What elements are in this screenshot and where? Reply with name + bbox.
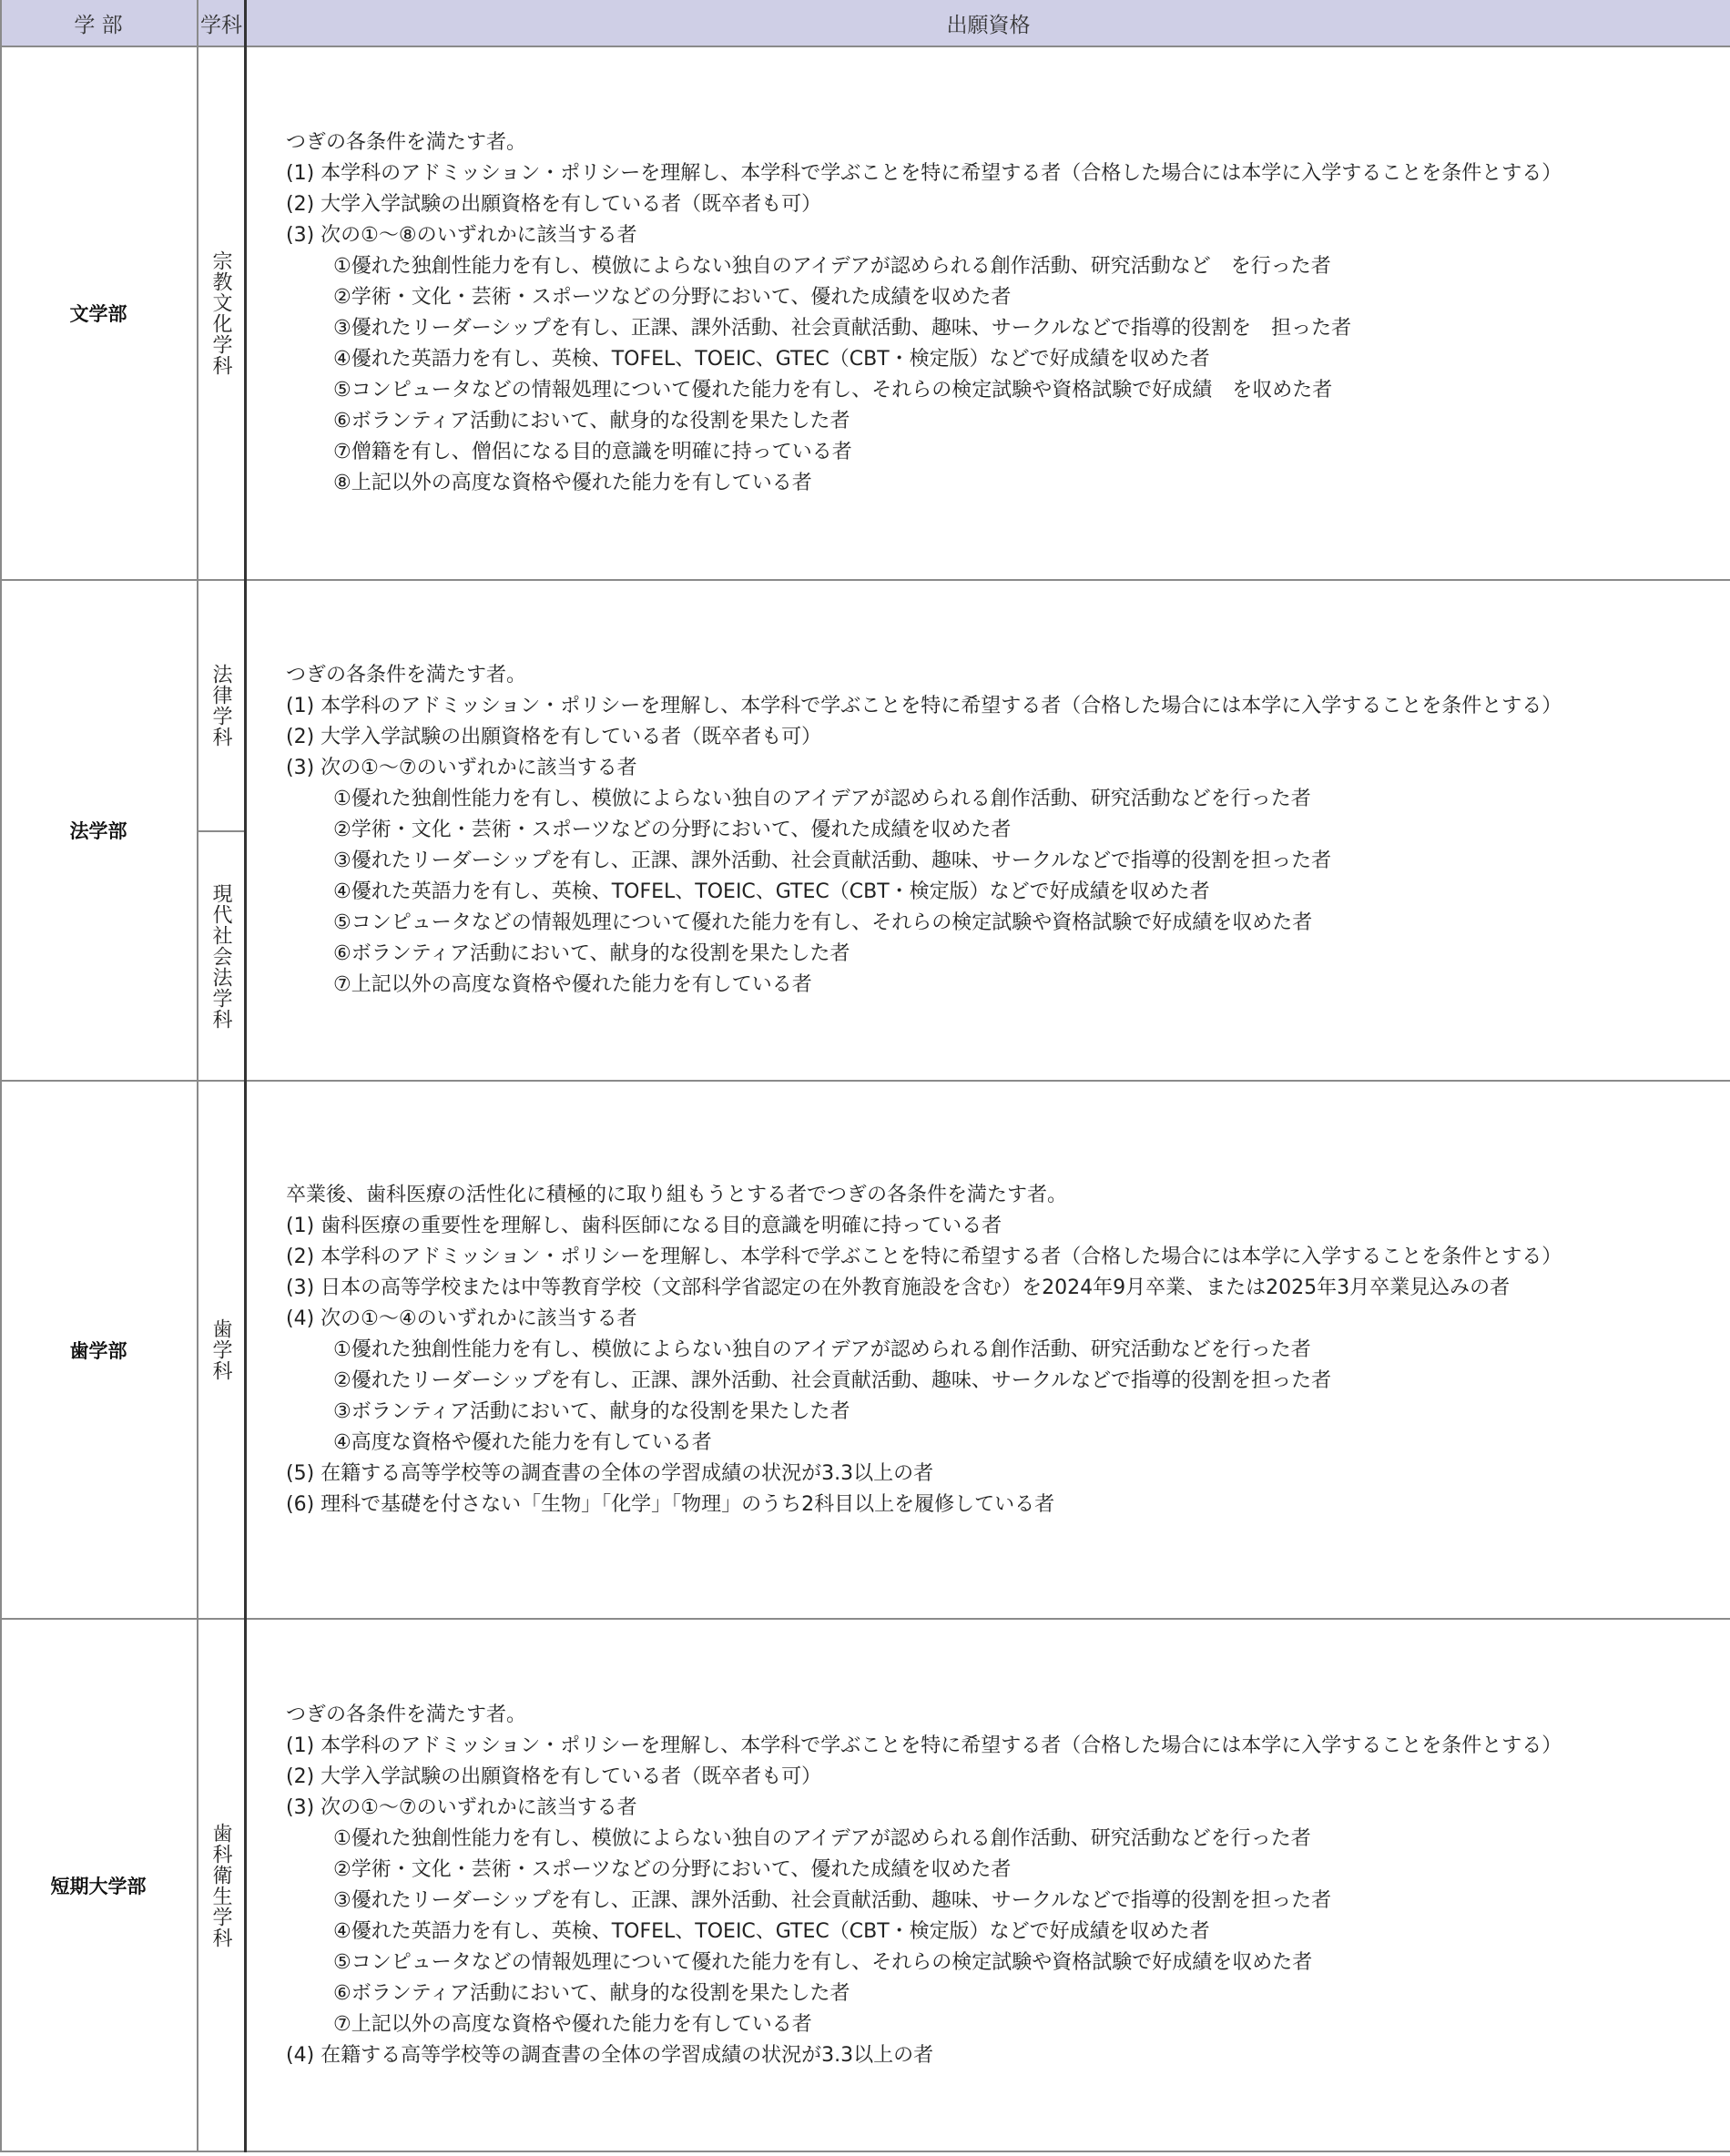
eligibility-subitem: ③優れたリーダーシップを有し、正課、課外活動、社会貢献活動、趣味、サークルなどで指導的役割を 担った者	[333, 317, 1352, 340]
eligibility-subitem: ④優れた英語力を有し、英検、TOFEL、TOEIC、GTEC（CBT・検定版）などで好成績を収めた者	[333, 1919, 1210, 1943]
eligibility-item: (1) 本学科のアドミッション・ポリシーを理解し、本学科で学ぶことを特に希望する者（合格した場合には本学に入学することを条件とする）	[286, 695, 1562, 717]
eligibility-list	[244, 1700, 1562, 2071]
eligibility-subitem: ④優れた英語力を有し、英検、TOFEL、TOEIC、GTEC（CBT・検定版）などで好成績を収めた者	[333, 880, 1210, 903]
subject-label: 歯学科	[209, 1318, 232, 1381]
subject-cell	[197, 581, 244, 830]
department-cell: 短期大学部	[50, 1875, 147, 1897]
eligibility-subitem: ⑧上記以外の高度な資格や優れた能力を有している者	[333, 472, 812, 494]
subject-cell	[197, 1620, 244, 2151]
eligibility-cell	[244, 47, 1730, 579]
eligibility-item: (3) 次の①～⑧のいずれかに該当する者	[286, 224, 637, 247]
header-department: 学 部	[0, 0, 197, 46]
subject-cell	[197, 47, 244, 579]
eligibility-cell	[244, 581, 1730, 1080]
eligibility-subitem: ①優れた独創性能力を有し、模倣によらない独自のアイデアが認められる創作活動、研究活動などを行った者	[333, 788, 1311, 810]
eligibility-item: (4) 次の①～④のいずれかに該当する者	[286, 1307, 637, 1330]
subject-label: 歯科衛生学科	[209, 1822, 232, 1948]
eligibility-subitem: ③ボランティア活動において、献身的な役割を果たした者	[333, 1399, 850, 1423]
eligibility-subitem: ⑤コンピュータなどの情報処理について優れた能力を有し、それらの検定試験や資格試験で好成績を収めた者	[333, 1950, 1313, 1974]
eligibility-item: (3) 次の①～⑦のいずれかに該当する者	[286, 1795, 637, 1819]
eligibility-item: (1) 本学科のアドミッション・ポリシーを理解し、本学科で学ぶことを特に希望する者（合格した場合には本学に入学することを条件とする）	[286, 162, 1562, 185]
subject-label: 宗教文化学科	[209, 250, 232, 376]
eligibility-subitem: ①優れた独創性能力を有し、模倣によらない独自のアイデアが認められる創作活動、研究活動などを行った者	[333, 1826, 1311, 1850]
eligibility-subitem: ⑥ボランティア活動において、献身的な役割を果たした者	[333, 1981, 850, 2005]
eligibility-list	[244, 127, 1562, 499]
eligibility-subitem: ②学術・文化・芸術・スポーツなどの分野において、優れた成績を収めた者	[333, 819, 1012, 841]
eligibility-subitem: ⑤コンピュータなどの情報処理について優れた能力を有し、それらの検定試験や資格試験で好成績 を収めた者	[333, 379, 1333, 402]
eligibility-subitem: ②優れたリーダーシップを有し、正課、課外活動、社会貢献活動、趣味、サークルなどで指導的役割を担った者	[333, 1368, 1332, 1392]
subject-cell	[197, 832, 244, 1080]
eligibility-item: (1) 歯科医療の重要性を理解し、歯科医師になる目的意識を明確に持っている者	[286, 1214, 1002, 1237]
row-divider	[0, 2151, 1730, 2152]
eligibility-cell	[244, 1082, 1730, 1618]
eligibility-subitem: ④高度な資格や優れた能力を有している者	[333, 1430, 712, 1454]
department-cell: 法学部	[69, 820, 127, 842]
eligibility-item: つぎの各条件を満たす者。	[286, 664, 527, 686]
eligibility-subitem: ④優れた英語力を有し、英検、TOFEL、TOEIC、GTEC（CBT・検定版）などで好成績を収めた者	[333, 348, 1210, 371]
subject-cell	[197, 1082, 244, 1618]
header-subject: 学科	[198, 0, 244, 46]
eligibility-item: 卒業後、歯科医療の活性化に積極的に取り組もうとする者でつぎの各条件を満たす者。	[286, 1183, 1068, 1206]
eligibility-subitem: ⑥ボランティア活動において、献身的な役割を果たした者	[333, 942, 850, 965]
eligibility-item: (2) 大学入学試験の出願資格を有している者（既卒者も可）	[286, 726, 822, 748]
eligibility-subitem: ②学術・文化・芸術・スポーツなどの分野において、優れた成績を収めた者	[333, 286, 1012, 309]
eligibility-subitem: ⑦上記以外の高度な資格や優れた能力を有している者	[333, 973, 812, 996]
eligibility-list	[244, 1180, 1562, 1520]
eligibility-cell	[244, 1620, 1730, 2151]
eligibility-item: (1) 本学科のアドミッション・ポリシーを理解し、本学科で学ぶことを特に希望する者（合格した場合には本学に入学することを条件とする）	[286, 1734, 1562, 1757]
eligibility-item: (2) 大学入学試験の出願資格を有している者（既卒者も可）	[286, 1764, 822, 1788]
header-eligibility: 出願資格	[247, 0, 1730, 46]
eligibility-item: (3) 次の①～⑦のいずれかに該当する者	[286, 757, 637, 779]
eligibility-subitem: ②学術・文化・芸術・スポーツなどの分野において、優れた成績を収めた者	[333, 1857, 1012, 1881]
eligibility-item: (3) 日本の高等学校または中等教育学校（文部科学省認定の在外教育施設を含む）を2024年9月卒業、または2025年3月卒業見込みの者	[286, 1276, 1511, 1299]
subject-label: 現代社会法学科	[209, 882, 232, 1030]
eligibility-subitem: ③優れたリーダーシップを有し、正課、課外活動、社会貢献活動、趣味、サークルなどで指導的役割を担った者	[333, 1888, 1332, 1912]
eligibility-subitem: ③優れたリーダーシップを有し、正課、課外活動、社会貢献活動、趣味、サークルなどで指導的役割を担った者	[333, 849, 1332, 872]
eligibility-subitem: ⑦僧籍を有し、僧侶になる目的意識を明確に持っている者	[333, 441, 852, 463]
department-cell: 歯学部	[69, 1339, 127, 1362]
eligibility-subitem: ⑦上記以外の高度な資格や優れた能力を有している者	[333, 2012, 812, 2036]
eligibility-subitem: ⑥ボランティア活動において、献身的な役割を果たした者	[333, 410, 850, 432]
eligibility-subitem: ①優れた独創性能力を有し、模倣によらない独自のアイデアが認められる創作活動、研究活動など を行った者	[333, 255, 1331, 278]
eligibility-item: つぎの各条件を満たす者。	[286, 1703, 527, 1726]
eligibility-subitem: ⑤コンピュータなどの情報処理について優れた能力を有し、それらの検定試験や資格試験で好成績を収めた者	[333, 911, 1313, 934]
department-cell: 文学部	[69, 303, 127, 325]
eligibility-item: (2) 大学入学試験の出願資格を有している者（既卒者も可）	[286, 193, 822, 216]
eligibility-item: つぎの各条件を満たす者。	[286, 131, 527, 154]
subject-label: 法律学科	[209, 664, 232, 747]
eligibility-item: (2) 本学科のアドミッション・ポリシーを理解し、本学科で学ぶことを特に希望する者（合格した場合には本学に入学することを条件とする）	[286, 1245, 1562, 1268]
eligibility-item: (6) 理科で基礎を付さない「生物」「化学」「物理」のうち2科目以上を履修している者	[286, 1492, 1055, 1516]
eligibility-item: (4) 在籍する高等学校等の調査書の全体の学習成績の状況が3.3以上の者	[286, 2043, 934, 2067]
eligibility-list	[244, 660, 1562, 1001]
eligibility-subitem: ①優れた独創性能力を有し、模倣によらない独自のアイデアが認められる創作活動、研究活動などを行った者	[333, 1337, 1311, 1361]
eligibility-item: (5) 在籍する高等学校等の調査書の全体の学習成績の状況が3.3以上の者	[286, 1461, 934, 1485]
